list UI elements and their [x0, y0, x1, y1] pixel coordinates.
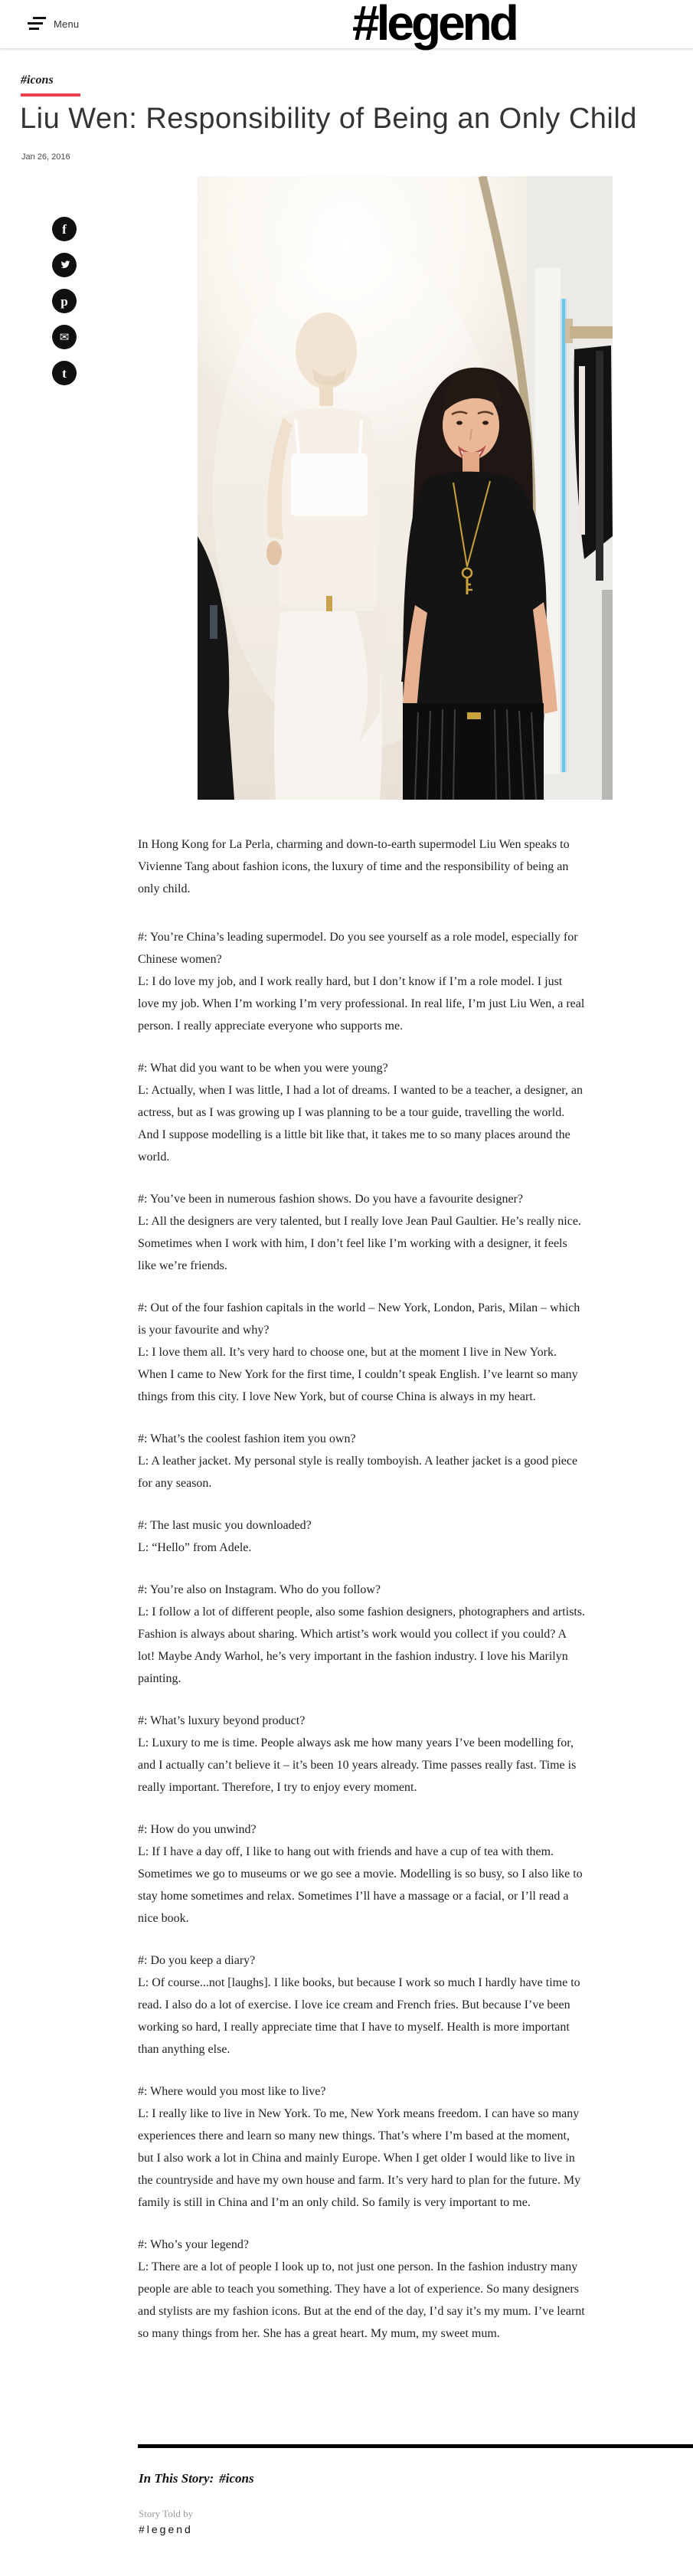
page-title: Liu Wen: Responsibility of Being an Only Child: [20, 103, 637, 135]
answer: L: I really like to live in New York. To me, New York means freedom. I can have so many experiences there and learn so many new things. That’s where I’m based at the moment, but I also work a lot in China and mainly Europe. When I get older I would like to live in the countryside and have my own house and farm. It’s very hard to plan for the future. My family is still in China and I’m an only child. So family is very important to me.: [138, 2107, 581, 2209]
answer: L: I follow a lot of different people, also some fashion designers, photographers and artists. Fashion is always about sharing. Which artist’s work would you collect if you could? A lot! Maybe Andy Warhol, he’s very important in the fashion industry. I love his Marilyn painting.: [138, 1605, 586, 1685]
clothes-rack: [570, 326, 613, 339]
share-rail: [52, 217, 77, 397]
site-logo[interactable]: #legend: [352, 0, 516, 51]
answer: L: I love them all. It’s very hard to choose one, but at the moment I live in New York. When I came to New York for the first time, I couldn’t speak English. I’ve learnt so many things from this city. I love New York, but of course China is always in my heart.: [138, 1346, 578, 1403]
question: #: What’s the coolest fashion item you own?: [138, 1432, 356, 1445]
qa-block: [138, 2234, 586, 2345]
facebook-icon: f: [62, 221, 67, 237]
tumblr-icon: t: [62, 365, 67, 381]
article-body: [138, 833, 586, 2365]
question: #: Where would you most like to live?: [138, 2085, 326, 2098]
category-tag[interactable]: #icons: [21, 74, 54, 87]
question: #: The last music you downloaded?: [138, 1519, 312, 1532]
pinterest-icon: p: [60, 293, 68, 309]
question: #: You’ve been in numerous fashion shows. Do you have a favourite designer?: [138, 1193, 524, 1206]
answer: L: If I have a day off, I like to hang out with friends and have a cup of tea with them. Sometimes we go to museums or we go see a movie. Modelling is so busy, so I also like to stay home sometimes and relax. Sometimes I’ll have a massage or a facial, or I’ll read a nice book.: [138, 1845, 583, 1925]
answer: L: Of course...not [laughs]. I like books, but because I work so much I hardly have time to read. I also do a lot of exercise. I love ice cream and French fries. But because I’ve been working so hard, I really appreciate time that I have to myself. Health is more important than anything else.: [138, 1976, 580, 2056]
question: #: Do you keep a diary?: [138, 1954, 256, 1967]
question: #: What’s luxury beyond product?: [138, 1714, 306, 1727]
story-told-by-value[interactable]: #legend: [139, 2523, 193, 2535]
email-icon: ✉: [59, 329, 70, 344]
qa-block: [138, 1818, 586, 1930]
qa-block: [138, 1710, 586, 1799]
answer: L: All the designers are very talented, but I really love Jean Paul Gaultier. He’s really nice. Sometimes when I work with him, I don’t feel like I’m working with a designer, it feels like we’re friends.: [138, 1215, 581, 1272]
share-email-button[interactable]: [52, 325, 77, 349]
publish-date: Jan 26, 2016: [21, 152, 70, 162]
question: #: You’re China’s leading supermodel. Do you see yourself as a role model, especially for Chinese women?: [138, 931, 578, 966]
photo-illustration: [198, 176, 613, 800]
qa-block: [138, 1057, 586, 1168]
qa-block: [138, 1579, 586, 1690]
qa-block: [138, 1297, 586, 1408]
share-twitter-button[interactable]: [52, 253, 77, 277]
answer: L: There are a lot of people I look up to, not just one person. In the fashion industry many people are able to teach you something. They have a lot of experience. So many designers and stylists are my fashion icons. But at the end of the day, I’d say it’s my mum. I’ve learnt so many things from her. She has a great heart. My mum, my sweet mum.: [138, 2260, 585, 2340]
hamburger-icon: [28, 17, 46, 32]
question: #: How do you unwind?: [138, 1823, 257, 1836]
story-told-by-label: Story Told by: [139, 2508, 194, 2519]
in-this-story-label: In This Story:: [139, 2471, 214, 2486]
site-header: [0, 0, 693, 49]
menu-label: Menu: [54, 18, 80, 30]
qa-block: [138, 1514, 586, 1559]
qa-block: [138, 1428, 586, 1494]
answer: L: Luxury to me is time. People always ask me how many years I’ve been modelling for, and I actually can’t believe it – it’s been 10 years already. Time passes really fast. Time is really important. Therefore, I try to enjoy every moment.: [138, 1736, 577, 1794]
answer: L: A leather jacket. My personal style is really tomboyish. A leather jacket is a good piece for any season.: [138, 1455, 578, 1490]
share-tumblr-button[interactable]: [52, 361, 77, 385]
intro-paragraph: In Hong Kong for La Perla, charming and down-to-earth supermodel Liu Wen speaks to Vivienne Tang about fashion icons, the luxury of time and the responsibility of being an only child.: [138, 838, 570, 895]
qa-block: [138, 926, 586, 1037]
question: #: Out of the four fashion capitals in the world – New York, London, Paris, Milan – which is your favourite and why?: [138, 1301, 580, 1337]
twitter-bird-icon: [57, 258, 71, 272]
question: #: You’re also on Instagram. Who do you follow?: [138, 1583, 381, 1596]
question: #: Who’s your legend?: [138, 2238, 250, 2251]
answer: L: I do love my job, and I work really hard, but I don’t know if I’m a role model. I just love my job. When I’m working I’m very professional. In real life, I’m just Liu Wen, a real person. I really appreciate everyone who supports me.: [138, 975, 585, 1033]
qa-block: [138, 1949, 586, 2060]
category-underline: [21, 93, 80, 97]
in-this-story-tag-link[interactable]: #icons: [219, 2471, 254, 2486]
answer: L: Actually, when I was little, I had a lot of dreams. I wanted to be a teacher, a designer, an actress, but as I was growing up I was planning to be a tour guide, travelling the world. And I suppose modelling is a little bit like that, it takes me to so many places around the world.: [138, 1084, 583, 1164]
article-photo: [198, 176, 613, 800]
share-pinterest-button[interactable]: [52, 289, 77, 313]
share-facebook-button[interactable]: [52, 217, 77, 241]
answer: L: “Hello” from Adele.: [138, 1541, 252, 1554]
footer-divider: [138, 2444, 693, 2448]
question: #: What did you want to be when you were young?: [138, 1062, 388, 1075]
qa-block: [138, 2080, 586, 2214]
in-this-story: [139, 2471, 254, 2486]
menu-button[interactable]: [28, 15, 112, 35]
qa-block: [138, 1188, 586, 1277]
